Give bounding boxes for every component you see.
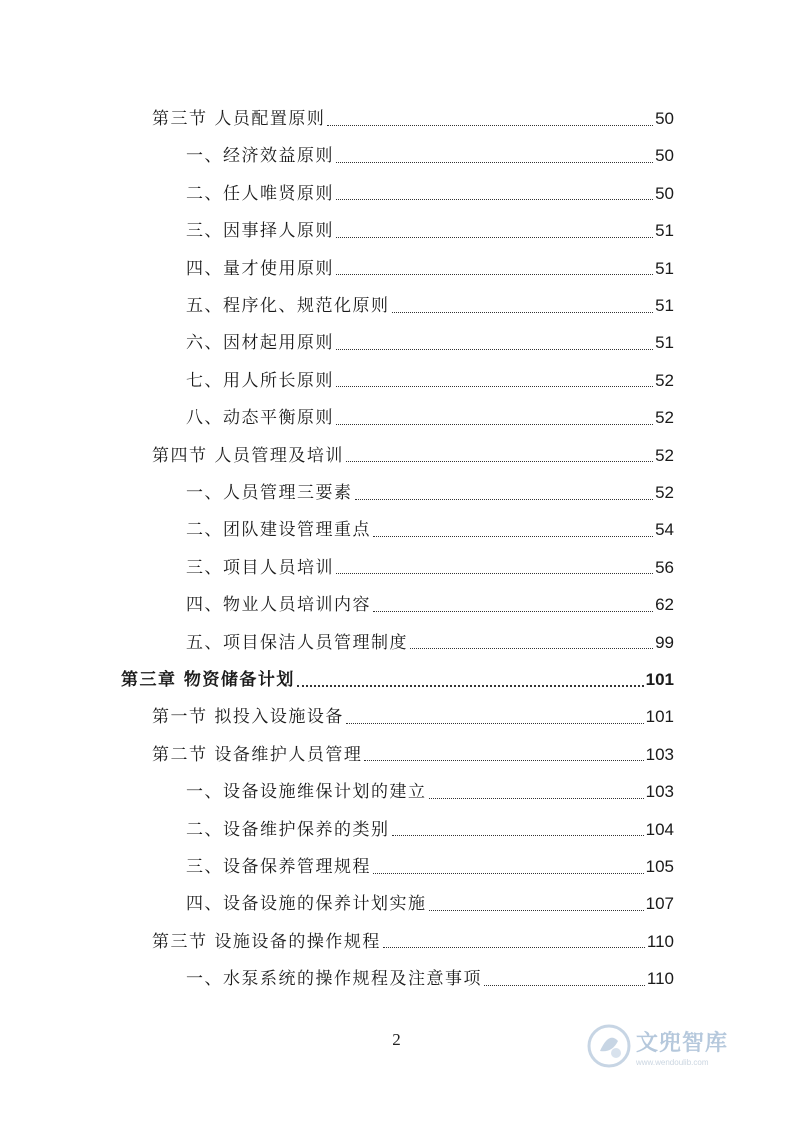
page-number: 2 bbox=[392, 1030, 401, 1049]
toc-entry[interactable] bbox=[152, 105, 674, 133]
toc-entry-page: 51 bbox=[655, 258, 674, 278]
toc-leader-dots bbox=[336, 573, 653, 574]
toc-entry[interactable] bbox=[186, 516, 674, 544]
toc-entry-label: 第三节 人员配置原则 bbox=[152, 109, 326, 129]
toc-leader-dots bbox=[336, 349, 653, 350]
toc-entry[interactable] bbox=[121, 666, 674, 694]
toc-leader-dots bbox=[383, 947, 645, 948]
toc-leader-dots bbox=[355, 499, 654, 500]
toc-entry-label: 五、项目保洁人员管理制度 bbox=[186, 632, 408, 653]
toc-entry-label: 四、量才使用原则 bbox=[186, 258, 334, 279]
toc-entry-page: 51 bbox=[655, 296, 674, 315]
toc-entry[interactable] bbox=[186, 329, 674, 357]
toc-entry-label: 四、物业人员培训内容 bbox=[186, 595, 371, 616]
toc-leader-dots bbox=[410, 648, 653, 649]
toc-entry-label: 五、程序化、规范化原则 bbox=[186, 296, 390, 316]
toc-entry-label: 三、设备保养管理规程 bbox=[186, 857, 371, 877]
toc-leader-dots bbox=[336, 424, 653, 425]
toc-entry-label: 第三章 物资储备计划 bbox=[121, 670, 295, 690]
toc-entry-label: 一、经济效益原则 bbox=[186, 146, 334, 167]
toc-entry-page: 62 bbox=[655, 595, 674, 615]
toc-leader-dots bbox=[429, 910, 644, 911]
toc-leader-dots bbox=[373, 873, 644, 874]
toc-entry-page: 101 bbox=[645, 707, 674, 727]
toc-entry-page: 54 bbox=[655, 520, 674, 540]
toc-entry[interactable] bbox=[186, 890, 674, 918]
toc-entry-page: 52 bbox=[655, 445, 674, 465]
watermark-name: 文兜智库 bbox=[636, 1030, 729, 1056]
toc-leader-dots bbox=[336, 162, 653, 163]
toc-entry-label: 二、设备维护保养的类别 bbox=[186, 819, 390, 840]
toc-leader-dots bbox=[336, 274, 653, 275]
toc-entry-page: 52 bbox=[655, 370, 674, 390]
toc-leader-dots bbox=[346, 723, 644, 724]
toc-entry-page: 103 bbox=[645, 782, 674, 802]
toc-entry-label: 第三节 设施设备的操作规程 bbox=[152, 931, 381, 952]
toc-entry-label: 第四节 人员管理及培训 bbox=[152, 445, 344, 466]
toc-entry[interactable] bbox=[186, 853, 674, 881]
toc-leader-dots bbox=[297, 685, 644, 687]
toc-entry-page: 105 bbox=[645, 857, 674, 876]
toc-entry-label: 三、因事择人原则 bbox=[186, 221, 334, 242]
watermark bbox=[586, 1016, 766, 1076]
toc-entry[interactable] bbox=[152, 741, 674, 769]
toc-leader-dots bbox=[336, 237, 653, 238]
toc-leader-dots bbox=[392, 312, 654, 313]
toc-leader-dots bbox=[373, 611, 653, 612]
toc-leader-dots bbox=[484, 985, 645, 986]
toc-entry-label: 二、任人唯贤原则 bbox=[186, 183, 334, 204]
toc-leader-dots bbox=[392, 835, 644, 836]
toc-entry-page: 51 bbox=[655, 221, 674, 241]
toc-entry-label: 一、水泵系统的操作规程及注意事项 bbox=[186, 969, 482, 990]
toc-leader-dots bbox=[336, 199, 653, 200]
toc-entry[interactable] bbox=[186, 404, 674, 432]
toc-entry-page: 110 bbox=[646, 969, 674, 989]
toc-entry-page: 110 bbox=[646, 931, 674, 951]
toc-entry[interactable] bbox=[186, 142, 674, 170]
toc-entry[interactable] bbox=[186, 217, 674, 245]
toc-leader-dots bbox=[336, 386, 653, 387]
toc-entry[interactable] bbox=[152, 703, 674, 731]
toc-entry-page: 52 bbox=[655, 483, 674, 502]
toc-leader-dots bbox=[364, 760, 643, 761]
toc-entry-page: 101 bbox=[645, 670, 674, 689]
toc-entry-page: 99 bbox=[655, 632, 674, 652]
toc-entry[interactable] bbox=[152, 928, 674, 956]
toc-entry-label: 第一节 拟投入设施设备 bbox=[152, 707, 344, 728]
toc-entry[interactable] bbox=[186, 629, 674, 657]
toc-leader-dots bbox=[373, 536, 653, 537]
toc-entry-label: 一、设备设施维保计划的建立 bbox=[186, 782, 427, 803]
toc-entry-page: 52 bbox=[655, 408, 674, 428]
toc-entry-page: 103 bbox=[645, 744, 674, 764]
toc-entry-page: 50 bbox=[655, 183, 674, 203]
toc-entry-label: 六、因材起用原则 bbox=[186, 333, 334, 354]
toc-leader-dots bbox=[429, 798, 644, 799]
toc-entry[interactable] bbox=[186, 965, 674, 993]
toc-entry-page: 104 bbox=[645, 819, 674, 839]
toc-entry-page: 56 bbox=[655, 557, 674, 577]
toc-entry[interactable] bbox=[186, 367, 674, 395]
toc-entry-page: 51 bbox=[655, 333, 674, 353]
watermark-url: www.wendoulib.com bbox=[636, 1057, 709, 1067]
toc-entry[interactable] bbox=[186, 591, 674, 619]
toc-entry[interactable] bbox=[186, 255, 674, 283]
toc-entry[interactable] bbox=[186, 180, 674, 208]
toc-entry-page: 50 bbox=[655, 146, 674, 166]
toc-leader-dots bbox=[346, 461, 653, 462]
toc-entry-label: 七、用人所长原则 bbox=[186, 370, 334, 391]
toc-entry[interactable] bbox=[186, 292, 674, 320]
toc-entry-label: 三、项目人员培训 bbox=[186, 557, 334, 578]
toc-leader-dots bbox=[327, 125, 653, 126]
toc-entry[interactable] bbox=[186, 816, 674, 844]
toc-entry-label: 四、设备设施的保养计划实施 bbox=[186, 894, 427, 915]
toc-entry-label: 二、团队建设管理重点 bbox=[186, 520, 371, 541]
toc-entry-page: 107 bbox=[645, 894, 674, 914]
toc-entry-label: 第二节 设备维护人员管理 bbox=[152, 744, 363, 765]
toc-entry-label: 一、人员管理三要素 bbox=[186, 483, 353, 503]
logo-icon bbox=[586, 1023, 632, 1069]
toc-entry-page: 50 bbox=[655, 109, 674, 128]
toc-entry[interactable] bbox=[186, 479, 674, 507]
toc-entry[interactable] bbox=[186, 554, 674, 582]
toc-entry-label: 八、动态平衡原则 bbox=[186, 408, 334, 429]
toc-entry[interactable] bbox=[186, 778, 674, 806]
toc-entry[interactable] bbox=[152, 442, 674, 470]
